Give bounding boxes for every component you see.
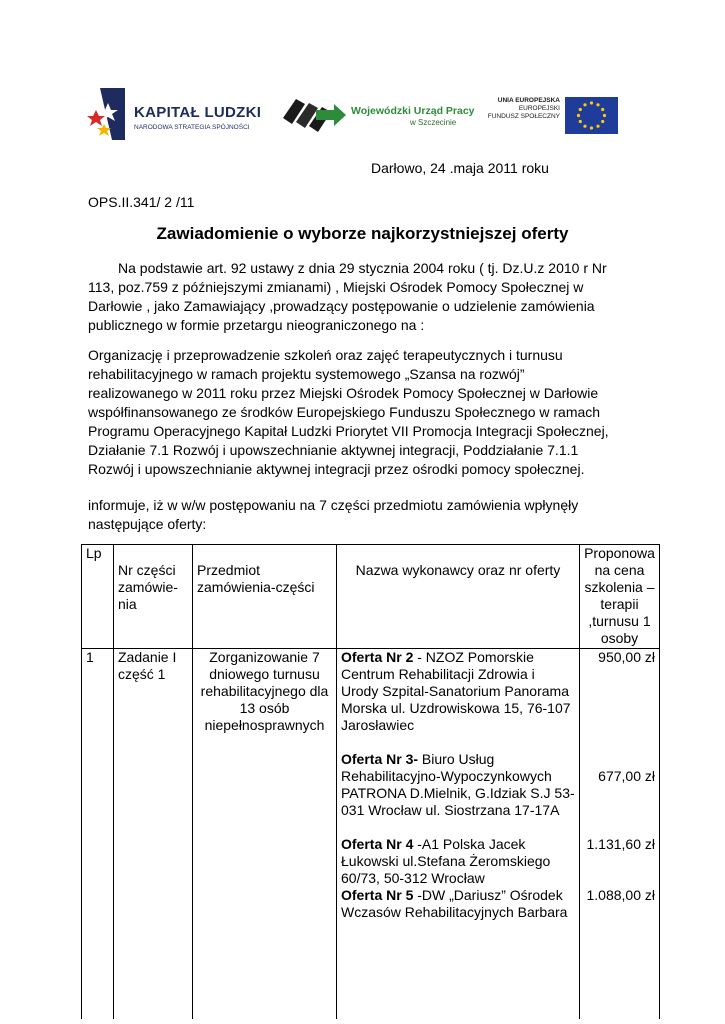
- subject-line-2: rehabilitacyjnego w ramach projektu systemowego „Szansa na rozwój”: [88, 366, 525, 382]
- offers-table: [81, 544, 660, 1019]
- offer-text: Biuro Usług Rehabilitacyjno-Wypoczynkowych PATRONA D.Mielnik, G.Idziak S.J 53-031 Wrocław ul. Siostrzana 17-17A: [341, 751, 575, 818]
- header-subject: [193, 545, 337, 649]
- table-row: [82, 649, 660, 1020]
- subject-line-5: Programu Operacyjnego Kapitał Ludzki Priorytet VII Promocja Integracji Społecznej,: [88, 423, 609, 439]
- wup-logo-graphic: [283, 99, 346, 132]
- offer-label: Oferta Nr 4: [341, 836, 414, 852]
- subject-line-4: współfinansowanego ze środków Europejskiego Funduszu Społecznego w ramach: [88, 404, 601, 420]
- informs-paragraph: [88, 496, 648, 534]
- header-contractor-text: Nazwa wykonawcy oraz nr oferty: [355, 562, 561, 578]
- eu-fund-label: [480, 97, 560, 121]
- eu-line-3: FUNDUSZ SPOŁECZNY: [487, 113, 560, 120]
- row-prices: [580, 649, 660, 1020]
- intro-line-4: publicznego w formie przetargu nieograniczonego na :: [88, 317, 425, 333]
- offer-item: [341, 751, 575, 836]
- row-offers: [337, 649, 580, 1020]
- subject-line-1: Organizację i przeprowadzenie szkoleń oraz zajęć terapeutycznych i turnusu: [88, 347, 563, 363]
- informs-line-1: informuje, iż w w/w postępowaniu na 7 części przedmiotu zamówienia wpłynęły: [88, 497, 579, 513]
- offer-item: [341, 649, 575, 751]
- offer-price: 677,00 zł: [598, 768, 655, 784]
- offer-text: -DW „Dariusz” Ośrodek Wczasów Rehabilitacyjnych Barbara: [341, 887, 568, 920]
- offer-label: Oferta Nr 5: [341, 887, 414, 903]
- intro-paragraph: [88, 259, 648, 335]
- header-part: [114, 545, 193, 649]
- header-price: Proponowa na cena szkolenia – terapii ,turnusu 1 osoby: [580, 545, 660, 649]
- offer-text: -A1 Polska Jacek Łukowski ul.Stefana Żeromskiego 60/73, 50-312 Wrocław: [341, 836, 551, 886]
- kapital-ludzki-title: KAPITAŁ LUDZKI: [134, 104, 262, 121]
- row-subject: Zorganizowanie 7 dniowego turnusu rehabilitacyjnego dla 13 osób niepełnosprawnych: [193, 649, 337, 1020]
- offer-item: [341, 887, 575, 921]
- offer-text: - NZOZ Pomorskie Centrum Rehabilitacji Zdrowia i Urody Szpital-Sanatorium Panorama Morska ul. Uzdrowiskowa 15, 76-107 Jarosławiec: [341, 649, 571, 733]
- informs-line-2: następujące oferty:: [88, 516, 207, 532]
- subject-line-6: Działanie 7.1 Rozwój i upowszechnianie aktywnej integracji, Poddziałanie 7.1.1: [88, 442, 579, 458]
- kapital-ludzki-subtitle: NARODOWA STRATEGIA SPÓJNOŚCI: [134, 124, 250, 131]
- offer-price: 1.088,00 zł: [586, 887, 655, 903]
- intro-line-1: [88, 259, 648, 278]
- table-header-row: [82, 545, 660, 649]
- offer-item: [341, 836, 575, 887]
- subject-paragraph: [88, 346, 648, 479]
- eu-flag: [565, 97, 618, 134]
- subject-line-7: Rozwój i upowszechnianie aktywnej integracji przez ośrodki pomocy społecznej.: [88, 461, 585, 477]
- header-contractor: [337, 545, 580, 649]
- document-title: Zawiadomienie o wyborze najkorzystniejszej oferty: [156, 224, 569, 243]
- logo-bar: [0, 0, 725, 150]
- offer-price: 950,00 zł: [598, 649, 655, 665]
- header-part-text: Nr części zamówie-nia: [118, 562, 178, 612]
- row-part: Zadanie I część 1: [114, 649, 193, 1020]
- intro-line-3: Darłowie , jako Zamawiający ,prowadzący postępowanie o udzielenie zamówienia: [88, 298, 595, 314]
- offer-label: Oferta Nr 3-: [341, 751, 419, 767]
- offer-price: 1.131,60 zł: [586, 836, 655, 852]
- row-lp: 1: [82, 649, 114, 1020]
- intro-line-2: 113, poz.759 z późniejszymi zmianami) , Miejski Ośrodek Pomocy Społecznej w: [88, 279, 584, 295]
- intro-line-1-text: Na podstawie art. 92 ustawy z dnia 29 stycznia 2004 roku ( tj. Dz.U.z 2010 r Nr: [118, 260, 607, 276]
- header-subject-text: Przedmiot zamówienia-części: [197, 562, 315, 595]
- wup-city: w Szczecinie: [410, 118, 457, 127]
- subject-line-3: realizowanego w 2011 roku przez Miejski Ośrodek Pomocy Społecznej w Darłowie: [88, 385, 599, 401]
- reference-number: OPS.II.341/ 2 /11: [88, 194, 195, 210]
- eu-line-1: UNIA EUROPEJSKA: [497, 97, 560, 104]
- eu-line-2: EUROPEJSKI: [518, 105, 560, 112]
- date-line: Darłowo, 24 .maja 2011 roku: [371, 160, 549, 176]
- header-lp: Lp: [82, 545, 114, 649]
- wup-name: Wojewódzki Urząd Pracy: [351, 105, 475, 117]
- kapital-ludzki-logo: [86, 86, 125, 142]
- offer-label: Oferta Nr 2: [341, 649, 414, 665]
